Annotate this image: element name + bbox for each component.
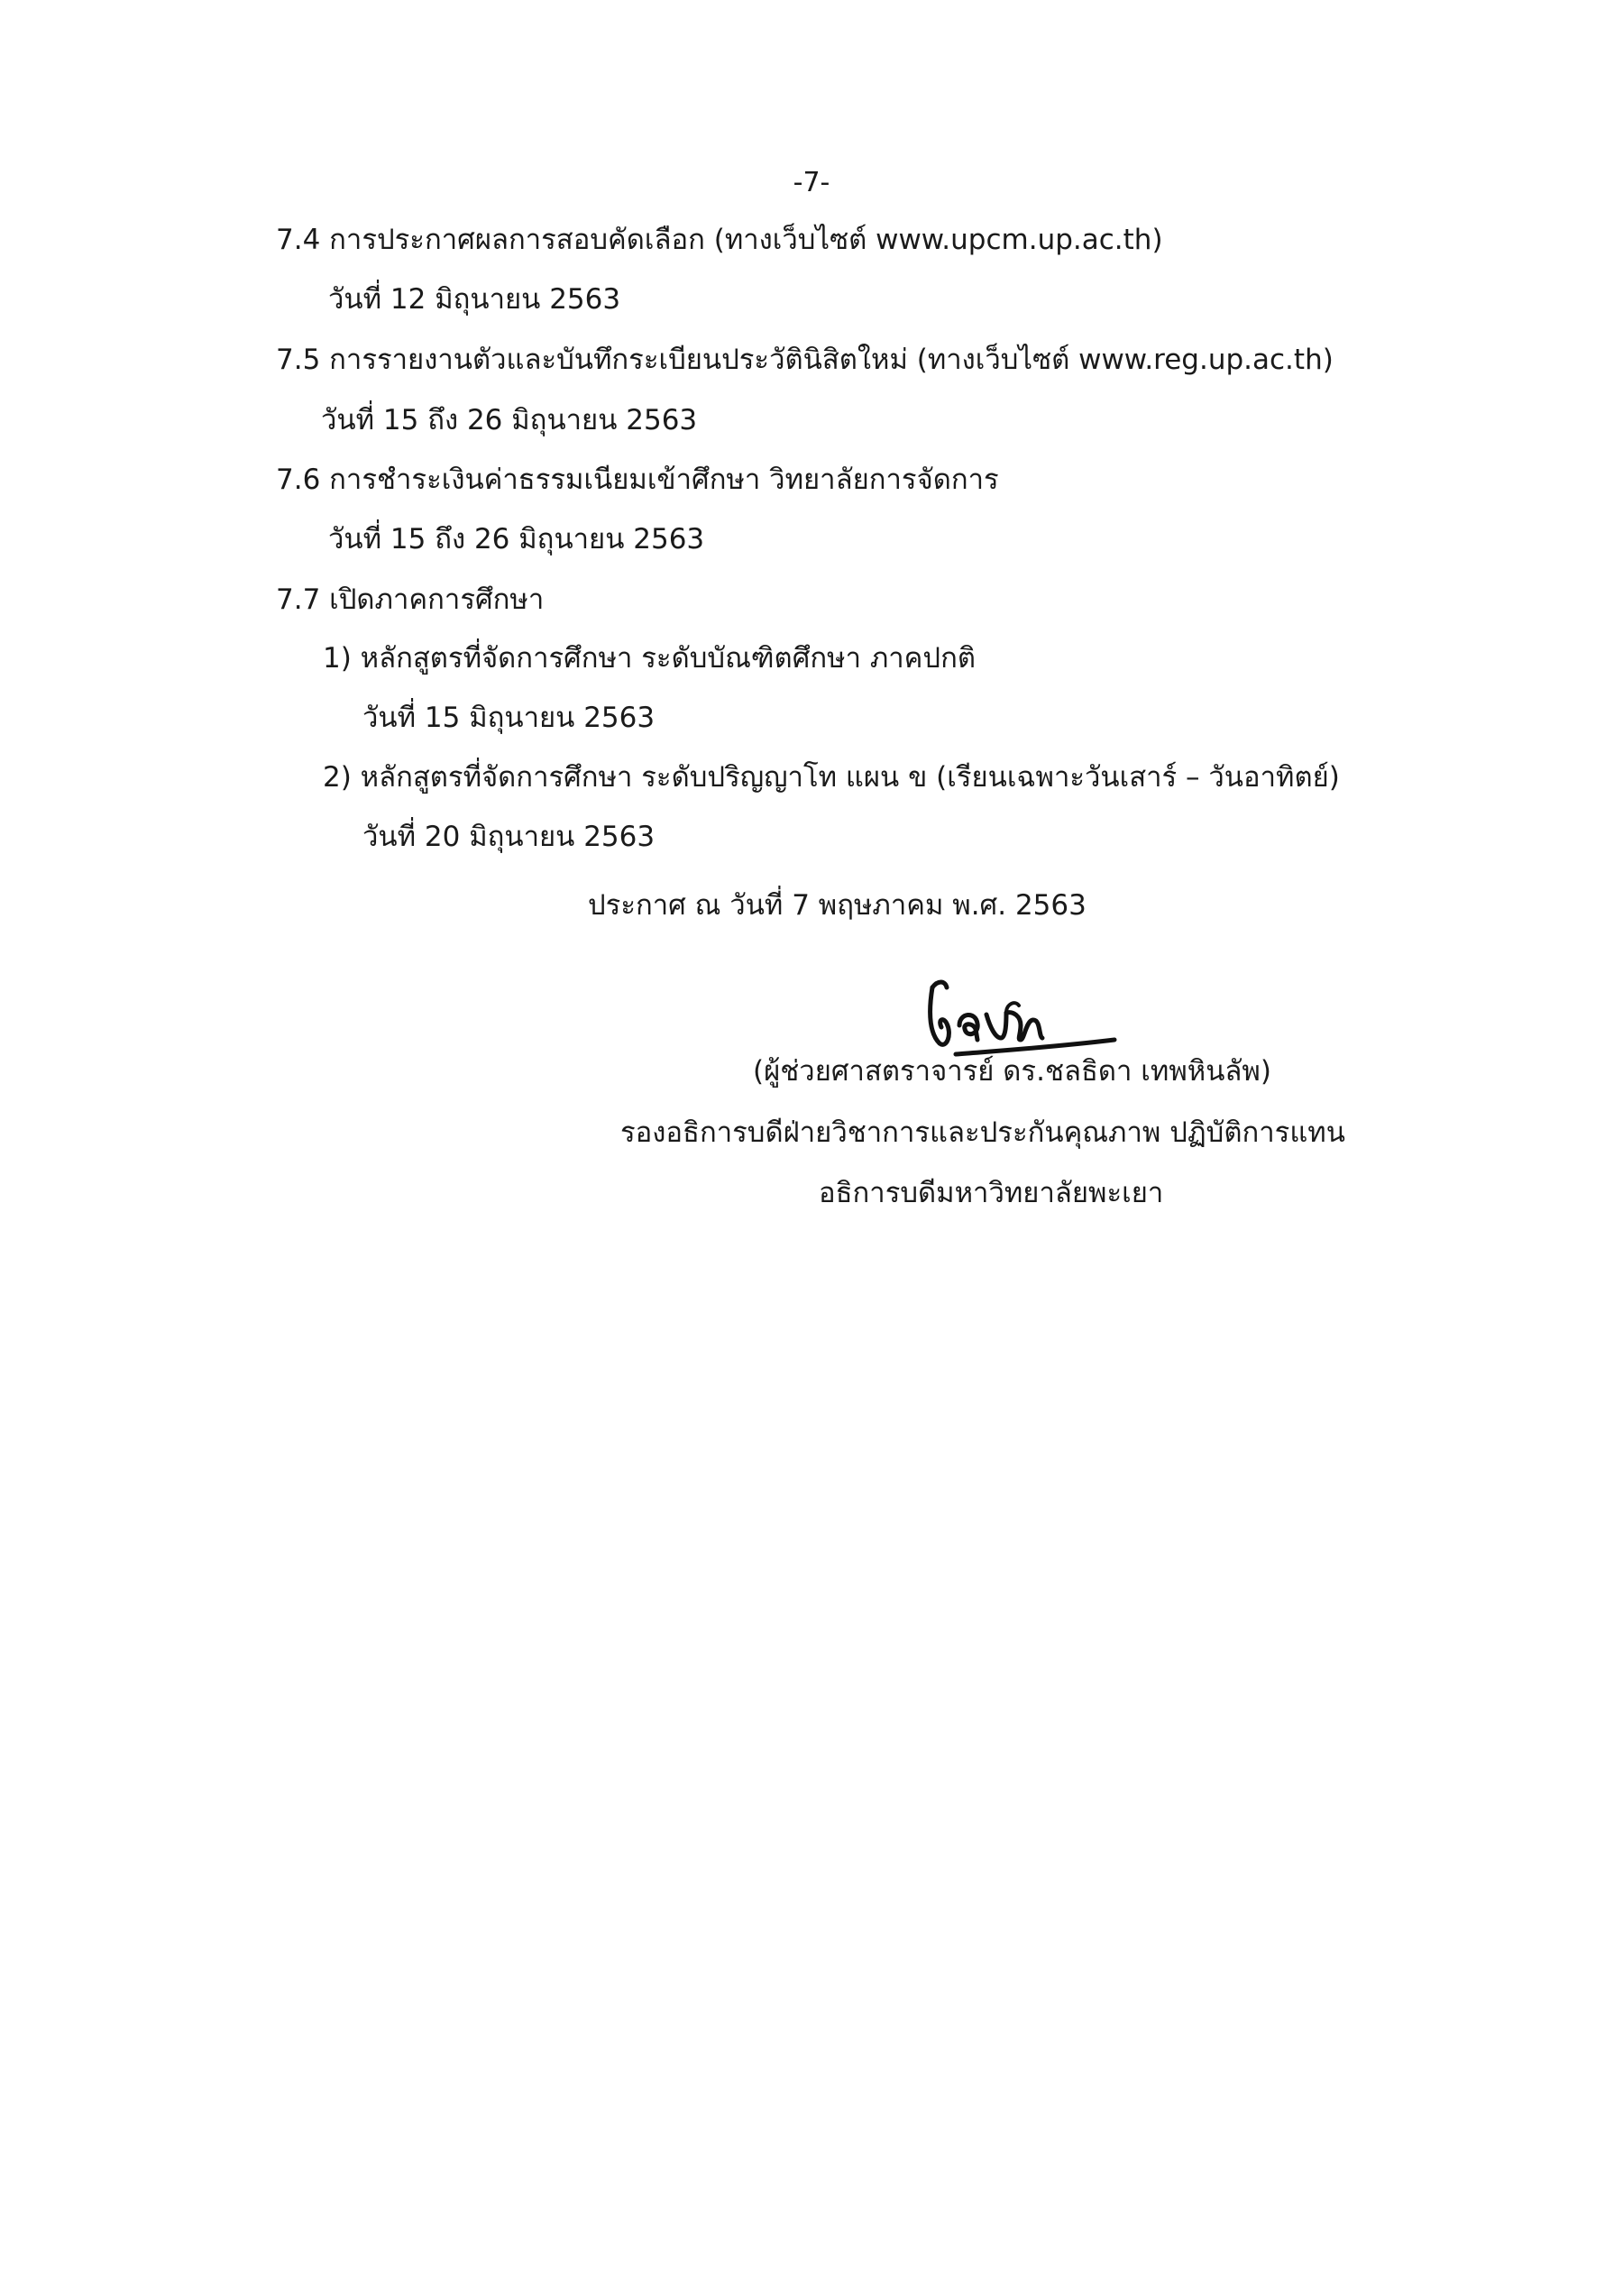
- signer-name: (ผู้ช่วยศาสตราจารย์ ดร.ชลธิดา เทพหินลัพ): [753, 1055, 1271, 1088]
- item-7-5-date: วันที่ 15 ถึง 26 มิถุนายน 2563: [321, 404, 698, 436]
- handwritten-signature: [920, 960, 1127, 1060]
- item-7-7-sub1-text: 1) หลักสูตรที่จัดการศึกษา ระดับบัณฑิตศึกษา ภาคปกติ: [323, 642, 976, 675]
- item-7-7-sub1-date: วันที่ 15 มิถุนายน 2563: [362, 702, 656, 734]
- signer-position-line1: รองอธิการบดีฝ่ายวิชาการและประกันคุณภาพ ปฏิบัติการแทน: [620, 1116, 1345, 1149]
- item-7-6-heading: 7.6 การชำระเงินค่าธรรมเนียมเข้าศึกษา วิทยาลัยการจัดการ: [276, 464, 999, 496]
- page-number: -7-: [793, 167, 830, 198]
- item-7-4-date: วันที่ 12 มิถุนายน 2563: [328, 283, 621, 316]
- item-7-7-heading: 7.7 เปิดภาคการศึกษา: [276, 583, 545, 616]
- item-7-7-sub2-date: วันที่ 20 มิถุนายน 2563: [362, 821, 656, 853]
- announcement-date: ประกาศ ณ วันที่ 7 พฤษภาคม พ.ศ. 2563: [588, 889, 1087, 922]
- signer-position-line2: อธิการบดีมหาวิทยาลัยพะเยา: [819, 1177, 1164, 1209]
- item-7-5-heading: 7.5 การรายงานตัวและบันทึกระเบียนประวัตินิสิตใหม่ (ทางเว็บไซต์ www.reg.up.ac.th): [276, 344, 1334, 376]
- item-7-4-heading: 7.4 การประกาศผลการสอบคัดเลือก (ทางเว็บไซต์ www.upcm.up.ac.th): [276, 224, 1163, 256]
- item-7-6-date: วันที่ 15 ถึง 26 มิถุนายน 2563: [328, 523, 705, 556]
- item-7-7-sub2-text: 2) หลักสูตรที่จัดการศึกษา ระดับปริญญาโท แผน ข (เรียนเฉพาะวันเสาร์ – วันอาทิตย์): [323, 761, 1340, 794]
